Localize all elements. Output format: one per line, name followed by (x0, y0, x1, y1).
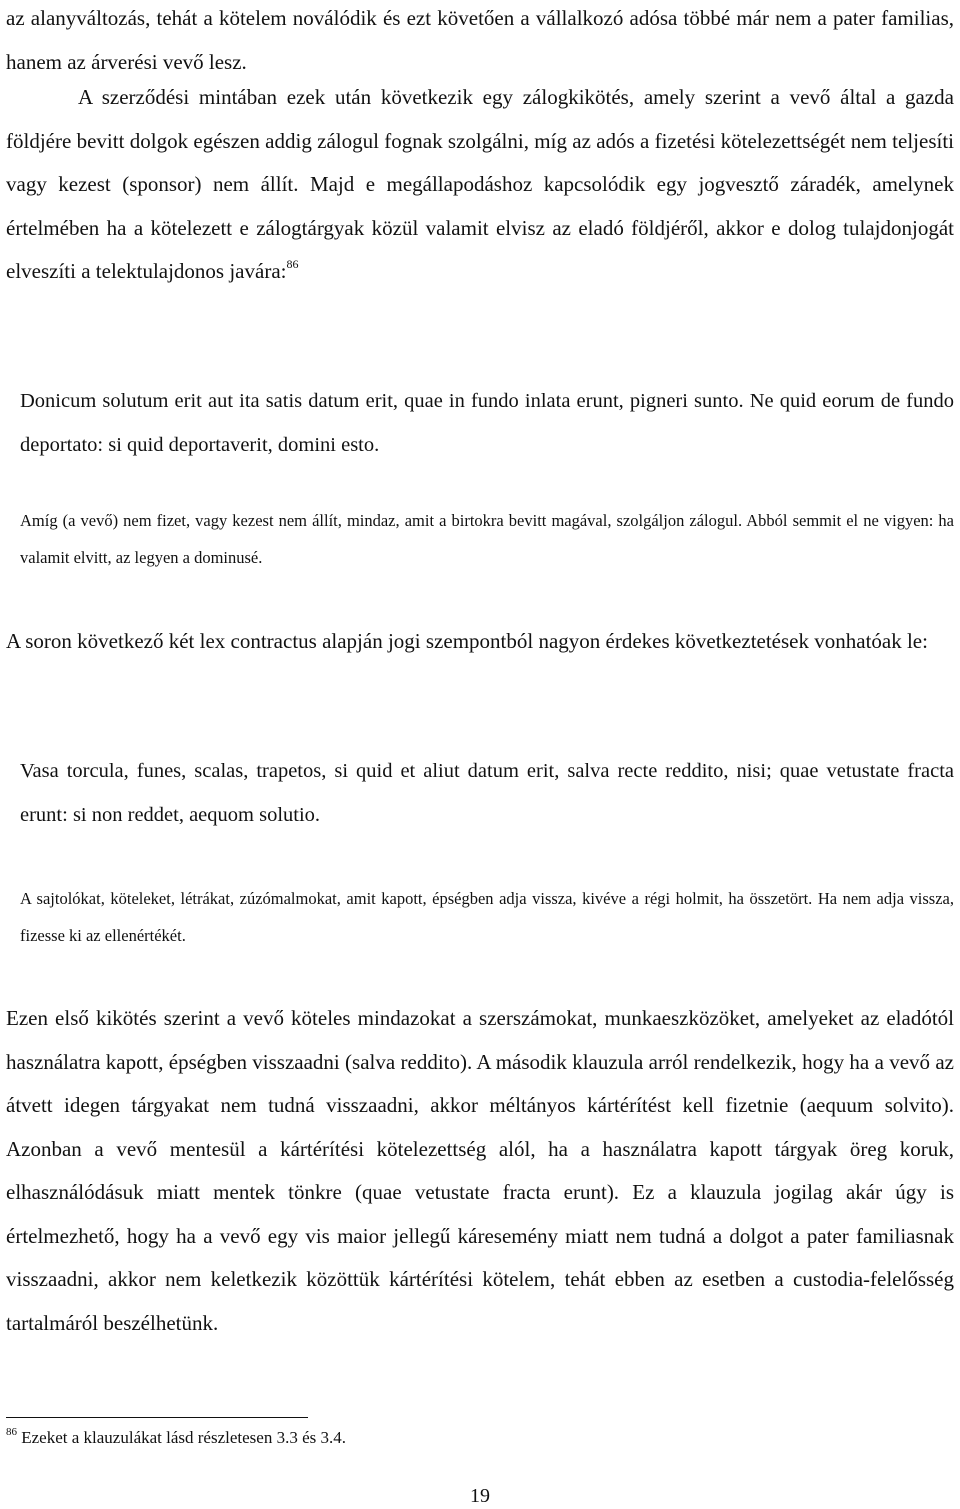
translation-quote-1: Amíg (a vevő) nem fizet, vagy kezest nem állít, mindaz, amit a birtokra bevitt magával, szolgáljon zálogul. Abból semmit el ne vigyen: ha valamit elvitt, az legyen a dominusé. (20, 511, 954, 567)
paragraph-analysis: Ezen első kikötés szerint a vevő köteles mindazokat a szerszámokat, munkaeszközöket, amelyeket az eladótól használatra kapott, épségben visszaadni (salva reddito). A második klauzula arról rendelkezik, hogy ha a vevő az átvett idegen tárgyakat nem tudná visszaadni, akkor méltányos kártérítést kell fizetnie (aequum solvito). Azonban a vevő mentesül a kártérítési kötelezettség alól, ha a használatra kapott tárgyak öreg koruk, elhasználódásuk miatt mentek tönkre (quae vetustate fracta erunt). Ez a klauzula jogilag akár úgy is értelmezhető, hogy ha a vevő egy vis maior jellegű káresemény miatt nem tudná a dolgot a pater familiasnak visszaadni, akkor nem keletkezik közöttük kártérítési kötelem, tehát ebben az esetben a custodia-felelősség tartalmáról beszélhetünk. (6, 1006, 954, 1335)
footnote-ref-86: 86 (286, 257, 299, 271)
latin-quote-1: Donicum solutum erit aut ita satis datum erit, quae in fundo inlata erunt, pigneri sunto. Ne quid eorum de fundo deportato: si quid deportaverit, domini esto. (20, 390, 954, 456)
footnote-86 (6, 1426, 954, 1450)
latin-quote-2: Vasa torcula, funes, scalas, trapetos, si quid et aliut datum erit, salva recte reddito, nisi; quae vetustate fracta erunt: si non reddet, aequom solutio. (20, 760, 954, 826)
footnote-text: Ezeket a klauzulákat lásd részletesen 3.3 és 3.4. (21, 1428, 347, 1447)
footnote-number: 86 (6, 1426, 17, 1438)
page-number: 19 (470, 1485, 490, 1507)
paragraph-lex-contractus: A soron következő két lex contractus alapján jogi szempontból nagyon érdekes következtetések vonhatóak le: (6, 629, 928, 653)
paragraph-continuation: az alanyváltozás, tehát a kötelem noválódik és ezt követően a vállalkozó adósa többé már nem a pater familias, hanem az árverési vevő lesz. (6, 6, 954, 74)
paragraph-pledge-clause: A szerződési mintában ezek után következik egy zálogkikötés, amely szerint a vevő által a gazda földjére bevitt dolgok egészen addig zálogul fognak szolgálni, míg az adós a fizetési kötelezettségét nem teljesíti vagy kezest (sponsor) nem állít. Majd e megállapodáshoz kapcsolódik egy jogvesztő záradék, amelynek értelmében ha a kötelezett e zálogtárgyak közül valamit elvisz az eladó földjéről, akkor e dolog tulajdonjogát elveszíti a telektulajdonos javára:$^{86}$ (6, 85, 954, 283)
footnote-divider (6, 1417, 308, 1418)
translation-quote-2: A sajtolókat, köteleket, létrákat, zúzómalmokat, amit kapott, épségben adja vissza, kivéve a régi holmit, ha összetört. Ha nem adja vissza, fizesse ki az ellenértékét. (20, 889, 954, 945)
